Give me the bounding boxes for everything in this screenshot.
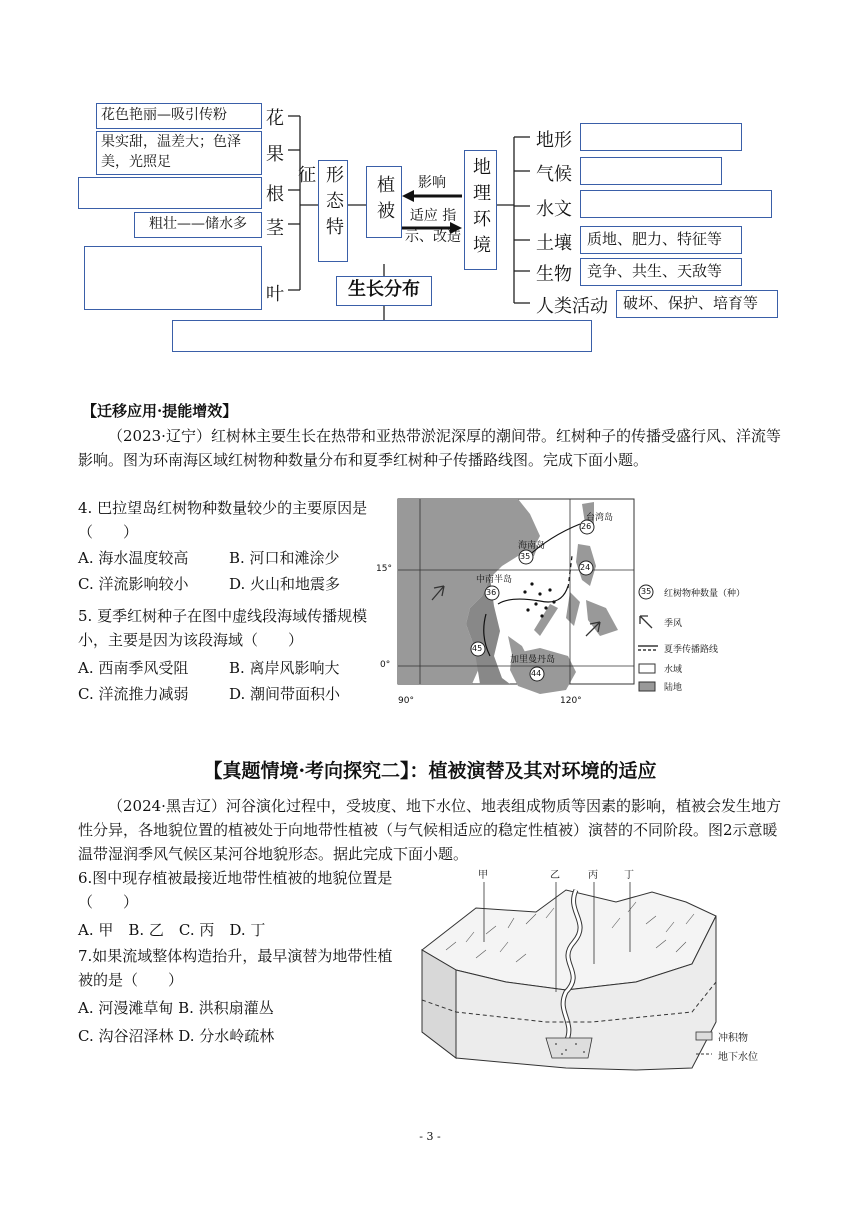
organ-leaf: 叶 [266, 284, 284, 305]
factor-hydrology: 水文 [536, 199, 572, 220]
lon-120: 120° [560, 696, 582, 706]
num-borneo: 44 [531, 669, 542, 678]
arrow-label-influence: 影响 [418, 175, 446, 191]
section2-title: 【真题情境·考向探究二】：植被演替及其对环境的适应 [203, 760, 657, 782]
place-taiwan: 台湾岛 [586, 513, 614, 523]
legend-water: 水域 [664, 665, 683, 675]
factor-human: 人类活动 [536, 296, 608, 317]
legend-groundwater: 地下水位 [718, 1052, 758, 1063]
place-indochina: 中南半岛 [476, 575, 513, 585]
section1-intro: （2023·辽宁）红树林主要生长在热带和亚热带淤泥深厚的潮间带。红树种子的传播受盛行风、洋流等影响。图为环南海区域红树物种数量分布和夏季红树种子传播路线图。完成下面小题。 [78, 427, 781, 469]
hydrology-empty-box [580, 190, 772, 218]
q5-opt-b: B. 离岸风影响大 [229, 659, 340, 677]
q4-opt-d: D. 火山和地震多 [229, 575, 341, 593]
factor-biology: 生物 [536, 264, 572, 285]
climate-empty-box [580, 157, 722, 185]
q7-opt-row2: C. 沟谷沼泽林 D. 分水岭疏林 [78, 1027, 275, 1045]
fruit-box: 果实甜，温差大；色泽美，光照足 [96, 131, 262, 175]
section2-intro: （2024·黑吉辽）河谷演化过程中，受坡度、地下水位、地表组成物质等因素的影响，植被会发生地方性分异，各地貌位置的植被处于向地带性植被（与气候相适应的稳定性植被）演替的不同阶段。图2示意暖温带湿润季风气候区某河谷地貌形态。据此完成下面小题。 [78, 797, 781, 863]
valley-label-yi: 乙 [550, 870, 560, 881]
human-box: 破坏、保护、培育等 [616, 290, 778, 318]
legend-sample-number: 35 [641, 587, 652, 596]
valley-label-bing: 丙 [588, 870, 598, 881]
factor-terrain: 地形 [536, 130, 572, 151]
organ-flower: 花 [266, 108, 284, 129]
stem-box: 粗壮——储水多 [134, 212, 262, 238]
q7-stem: 7.如果流域整体构造抬升，最早演替为地带性植被的是（ ） [78, 947, 393, 989]
geo-env-box: 地理环境 [464, 150, 497, 270]
q6-stem: 6.图中现存植被最接近地带性植被的地貌位置是（ ） [78, 869, 393, 911]
factor-climate: 气候 [536, 164, 572, 185]
q5-stem: 5. 夏季红树种子在图中虚线段海域传播规模小，主要是因为该段海域（ ） [78, 607, 368, 649]
organ-stem: 茎 [266, 218, 284, 239]
growth-box: 生长分布 [336, 276, 432, 306]
legend-land: 陆地 [664, 683, 683, 693]
q4-opt-a: A. 海水温度较高 [78, 549, 189, 567]
num-taiwan: 26 [581, 522, 592, 531]
q5-opt-c: C. 洋流推力减弱 [78, 685, 189, 703]
legend-species: 红树物种数量（种） [664, 589, 746, 599]
q7-opt-row1: A. 河漫滩草甸 B. 洪积扇灌丛 [78, 999, 274, 1017]
q6-options: A. 甲 B. 乙 C. 丙 D. 丁 [78, 921, 266, 939]
lat-15: 15° [376, 564, 392, 574]
soil-box: 质地、肥力、特征等 [580, 226, 742, 254]
num-hainan: 35 [520, 552, 531, 561]
river-valley-figure [416, 872, 796, 1072]
organ-fruit: 果 [266, 144, 284, 165]
organ-root: 根 [266, 184, 284, 205]
place-borneo: 加里曼丹岛 [510, 655, 556, 665]
legend-alluvium: 冲积物 [718, 1033, 748, 1044]
num-malaya: 45 [472, 644, 483, 653]
num-philippines: 24 [580, 563, 591, 572]
legend-monsoon: 季风 [664, 619, 683, 629]
south-china-sea-map [376, 496, 782, 716]
q4-opt-c: C. 洋流影响较小 [78, 575, 189, 593]
lat-0: 0° [380, 660, 391, 670]
q5-opt-d: D. 潮间带面积小 [229, 685, 341, 703]
morph-box: 形态特征 [318, 160, 348, 262]
q4-opt-b: B. 河口和滩涂少 [229, 549, 340, 567]
arrow-label-adapt: 适应 指示、改造 [405, 208, 461, 245]
flower-box: 花色艳丽—吸引传粉 [96, 103, 262, 129]
valley-label-ding: 丁 [624, 870, 634, 881]
page-number: - 3 - [419, 1130, 441, 1143]
lon-90: 90° [398, 696, 414, 706]
legend-route: 夏季传播路线 [664, 645, 719, 655]
valley-label-jia: 甲 [478, 870, 488, 881]
q4-stem: 4. 巴拉望岛红树物种数量较少的主要原因是（ ） [78, 499, 368, 541]
q5-opt-a: A. 西南季风受阻 [78, 659, 189, 677]
biology-box: 竞争、共生、天敌等 [580, 258, 742, 286]
factor-soil: 土壤 [536, 233, 572, 254]
section1-title: 【迁移应用·提能增效】 [82, 402, 238, 420]
vegetation-box: 植被 [366, 166, 402, 238]
terrain-empty-box [580, 123, 742, 151]
num-indochina: 36 [486, 588, 497, 597]
growth-empty-box [172, 320, 592, 352]
place-hainan: 海南岛 [518, 541, 546, 551]
